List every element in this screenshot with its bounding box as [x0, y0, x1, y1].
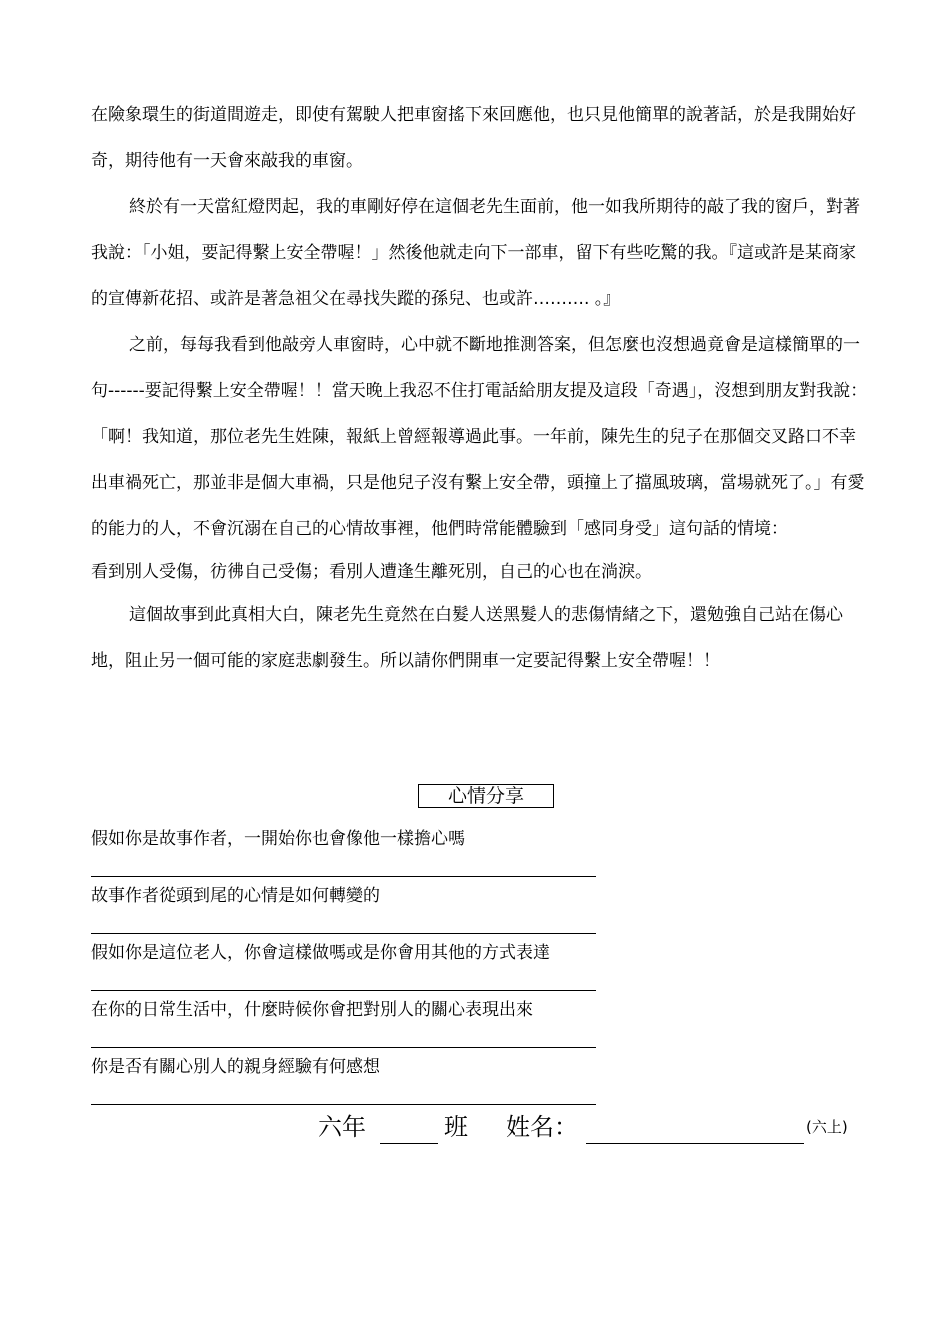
story-paragraph-3: 之前，每每我看到他敲旁人車窗時，心中就不斷地推測答案，但怎麼也沒想過竟會是這樣簡單的一句------要記得繫上安全帶喔！！當天晚上我忍不住打電話給朋友提及這段「奇遇」，沒想到朋友對我說：「啊！我知道，那位老先生姓陳，報紙上曾經報導過此事。一年前，陳先生的兒子在那個交叉路口不幸出車禍死亡，那並非是個大車禍，只是他兒子沒有繫上安全帶，頭撞上了擋風玻璃，當場就死了。」有愛的能力的人，不會沉溺在自己的心情故事裡，他們時常能體驗到「感同身受」這句話的情境： — [91, 335, 868, 539]
question-item-5 — [91, 1052, 621, 1109]
level-note: (六上) — [806, 1118, 848, 1136]
story-paragraph-4: 看到別人受傷，彷彿自己受傷；看別人遭逢生離死別，自己的心也在淌淚。 — [91, 562, 652, 582]
answer-line[interactable] — [91, 1104, 596, 1105]
story-text — [91, 92, 871, 684]
question-text: 假如你是故事作者，一開始你也會像他一樣擔心嗎 — [91, 829, 465, 849]
section-title: 心情分享 — [418, 784, 554, 808]
story-paragraph-1: 在險象環生的街道間遊走，即使有駕駛人把車窗搖下來回應他，也只見他簡單的說著話，於是我開始好奇，期待他有一天會來敲我的車窗。 — [91, 105, 856, 171]
question-text: 故事作者從頭到尾的心情是如何轉變的 — [91, 886, 380, 906]
answer-line[interactable] — [91, 876, 596, 877]
name-label: 姓名： — [506, 1113, 578, 1141]
answer-line[interactable] — [91, 1047, 596, 1048]
student-info-footer — [318, 1110, 848, 1144]
class-blank[interactable] — [380, 1117, 438, 1144]
question-item-3 — [91, 938, 621, 995]
question-item-1 — [91, 824, 621, 881]
class-label: 班 — [444, 1113, 468, 1141]
question-text: 你是否有關心別人的親身經驗有何感想 — [91, 1057, 380, 1077]
story-paragraph-5: 這個故事到此真相大白，陳老先生竟然在白髮人送黑髮人的悲傷情緒之下，還勉強自己站在傷心地，阻止另一個可能的家庭悲劇發生。所以請你們開車一定要記得繫上安全帶喔！！ — [91, 605, 843, 671]
question-text: 假如你是這位老人，你會這樣做嗎或是你會用其他的方式表達 — [91, 943, 550, 963]
question-text: 在你的日常生活中，什麼時候你會把對別人的關心表現出來 — [91, 1000, 533, 1020]
answer-line[interactable] — [91, 933, 596, 934]
question-list — [91, 824, 621, 1109]
grade-label: 六年 — [318, 1113, 366, 1141]
answer-line[interactable] — [91, 990, 596, 991]
question-item-4 — [91, 995, 621, 1052]
question-item-2 — [91, 881, 621, 938]
name-blank[interactable] — [586, 1117, 804, 1144]
story-paragraph-2: 終於有一天當紅燈閃起，我的車剛好停在這個老先生面前，他一如我所期待的敲了我的窗戶，對著我說：「小姐，要記得繫上安全帶喔！」然後他就走向下一部車，留下有些吃驚的我。『這或許是某商家的宣傳新花招、或許是著急祖父在尋找失蹤的孫兒、也或許………. 。』 — [91, 197, 860, 309]
